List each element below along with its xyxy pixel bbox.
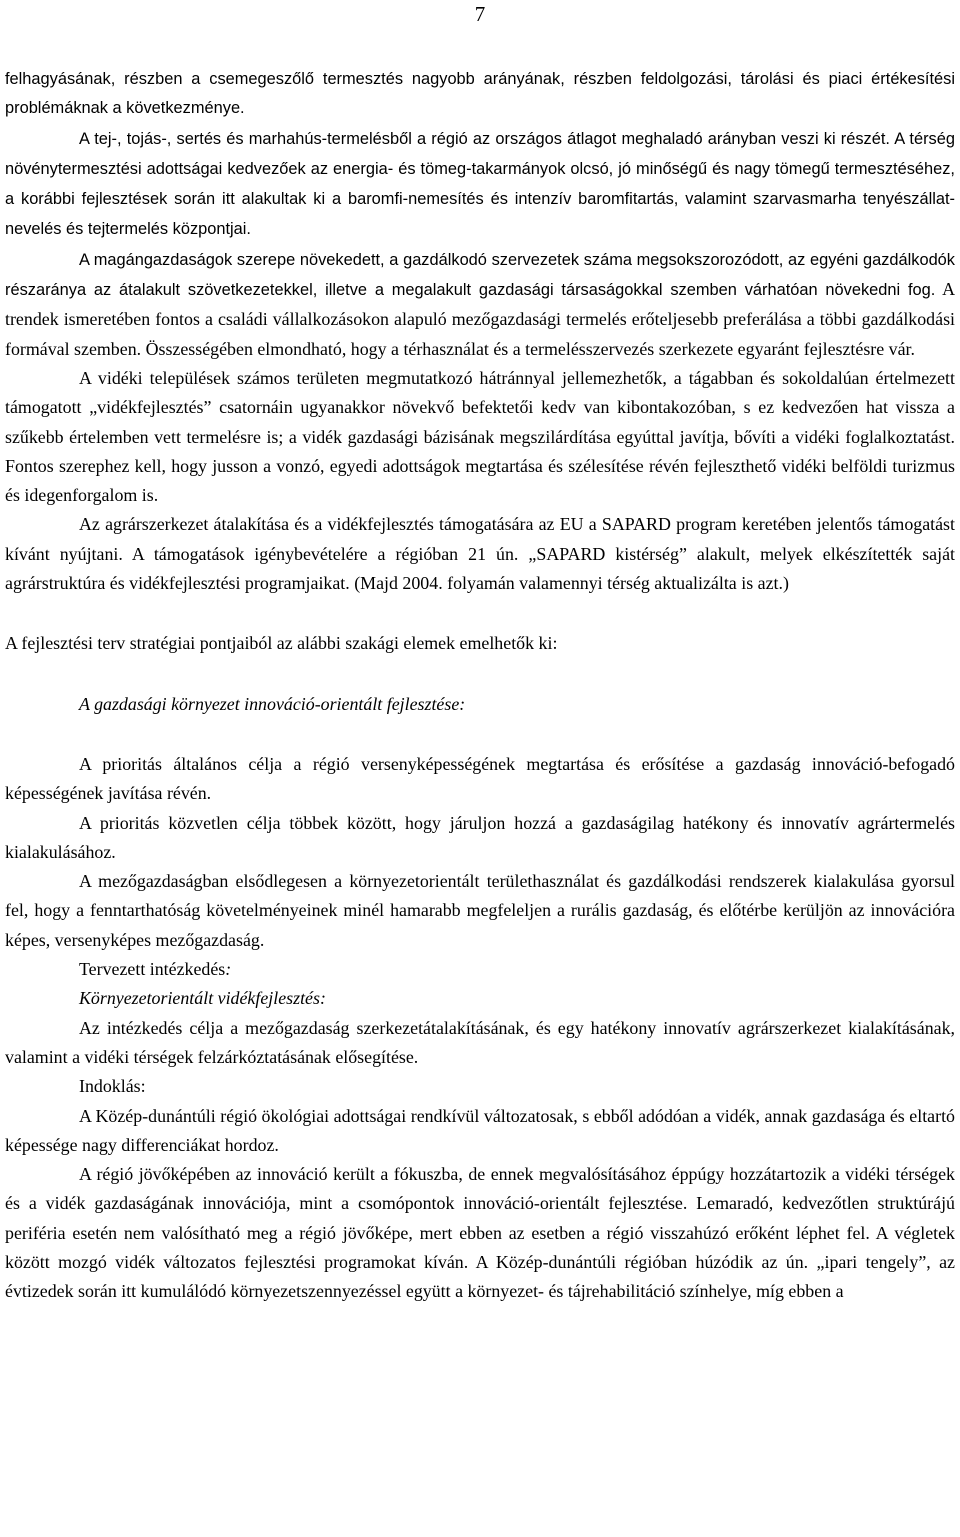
planned-measure-colon: : [225,959,232,980]
planned-measure-label [5,955,955,984]
measure-title: Környezetorientált vidékfejlesztés: [79,988,326,1009]
planned-measure-text: Tervezett intézkedés [79,959,226,980]
paragraph-strategy-intro: A fejlesztési terv stratégiai pontjaiból az alábbi szakági elemek emelhetők ki: [5,633,558,654]
paragraph-measure-goal: Az intézkedés célja a mezőgazdaság szerkezetátalakításának, és egy hatékony innovatív agrárszerkezet kialakításának, valamint a vidéki térségek felzárkóztatásának elősegítése. [5,1017,955,1067]
paragraph-livestock [5,124,955,245]
paragraph-agriculture: A mezőgazdaságban elsődlegesen a környezetorientált területhasználat és gazdálkodási rendszerek kialakulása gyorsul fel, hogy a fenntarthatóság követelményeinek minél hamarabb megfeleljen a rurális gazdaság, és előtérbe kerüljön az innovációra képes, versenyképes mezőgazdaság. [5,871,955,950]
paragraph-private-farms-lead: A magángazdaságok szerepe növekedett, a gazdálkodó szervezetek száma megsokszorozódott, az egyéni gazdálkodók részaránya az átalakult szövetkezetekkel, illetve a megalakult gazdasági társaságokkal szemben várhatóan növekedni fog. [5,250,955,300]
section-title: A gazdasági környezet innováció-orientált fejlesztése: [79,693,466,714]
paragraph-general-goal: A prioritás általános célja a régió versenyképességének megtartása és erősítése a gazdaság innováció-befogadó képességének javítása révén. [5,753,955,804]
paragraph-private-farms-rest: A trendek ismeretében fontos a családi vállalkozásokon alapuló mezőgazdasági termelés erőteljesebb preferálása a többi gazdálkodási formával szemben. Összességében elmondható, hogy a térhasználat és a termelésszervezés szerkezete egyaránt fejlesztésre vár. [5,279,955,359]
paragraph-sapard: Az agrárszerkezet átalakítása és a vidékfejlesztés támogatására az EU a SAPARD program keretében jelentős támogatást kívánt nyújtani. A támogatások igénybevételére a régióban 21 ún. „SAPARD kistérség” alakult, melyek elkészítették saját agrárstruktúra és vidékfejlesztési programjaikat. (Majd 2004. folyamán valamennyi térség aktualizálta is azt.) [5,514,955,594]
page-number: 7 [474,2,486,26]
paragraph-rural-settlements: A vidéki települések számos területen megmutatkozó hátránnyal jellemezhetők, a tágabban és sokoldalúan értelmezett támogatott „vidékfejlesztés” csatornáin ugyanakkor növekvő befektetői kedv van kibontakozóban, s ez kedvezően hat vissza a szűkebb értelemben vett termelésre is; a vidék gazdasági bázisának megszilárdítása egyúttal javítja, bővíti a vidéki foglalkoztatást. Fontos szerephez kell, hogy jusson a vonzó, egyedi adottságok megtartása és szélesítése révén fejleszthető vidéki belföldi turizmus és idegenforgalom is. [5,367,955,506]
paragraph-livestock-rest: A térség növénytermesztési adottságai kedvezőek az energia- és tömeg-takarmányok olcsó, jó minőségű és nagy tömegű termesztéséhez, a korábbi fejlesztések során itt alakultak ki a baromfi-nemesítés és intenzív baromfitartás, valamint szarvasmarha tenyészállat- nevelés és tejtermelés központjai. [5,129,955,239]
paragraph-continuation: felhagyásának, részben a csemegeszőlő termesztés nagyobb arányának, részben feldolgozási, tárolási és piaci értékesítési problémáknak a következménye. [5,70,955,118]
paragraph-vision: A régió jövőképében az innováció került a fókuszba, de ennek megvalósításához éppúgy hozzátartozik a vidéki térségek és a vidék gazdaságának innovációja, mint a csomópontok innováció-orientált fejlesztése. Lemaradó, kedvezőtlen struktúrájú periféria esetén nem valósítható meg a régió jövőképe, mert ebben az esetben a régió visszahúzó erőként léphet fel. A végletek között mozgó vidék változatos fejlesztési programokat kíván. A Közép-dunántúli régióban húzódik az ún. „ipari tengely”, az évtizedek során itt kumulálódó környezetszennyezéssel együtt a környezet- és tájrehabilitáció színhelye, míg ebben a [5,1164,955,1302]
paragraph-private-farms [5,245,955,364]
paragraph-livestock-lead: A tej-, tojás-, sertés és marhahús-termelésből a régió az országos átlagot meghaladó arányban veszi ki részét. [79,129,890,148]
document-body [5,65,955,1307]
justification-label: Indoklás: [79,1076,146,1097]
paragraph-direct-goal: A prioritás közvetlen célja többek között, hogy járuljon hozzá a gazdaságilag hatékony és innovatív agrártermelés kialakulásához. [5,812,955,862]
paragraph-ecology: A Közép-dunántúli régió ökológiai adottságai rendkívül változatosak, s ebből adódóan a vidék, annak gazdasága és eltartó képessége nagy differenciákat hordoz. [5,1105,955,1155]
